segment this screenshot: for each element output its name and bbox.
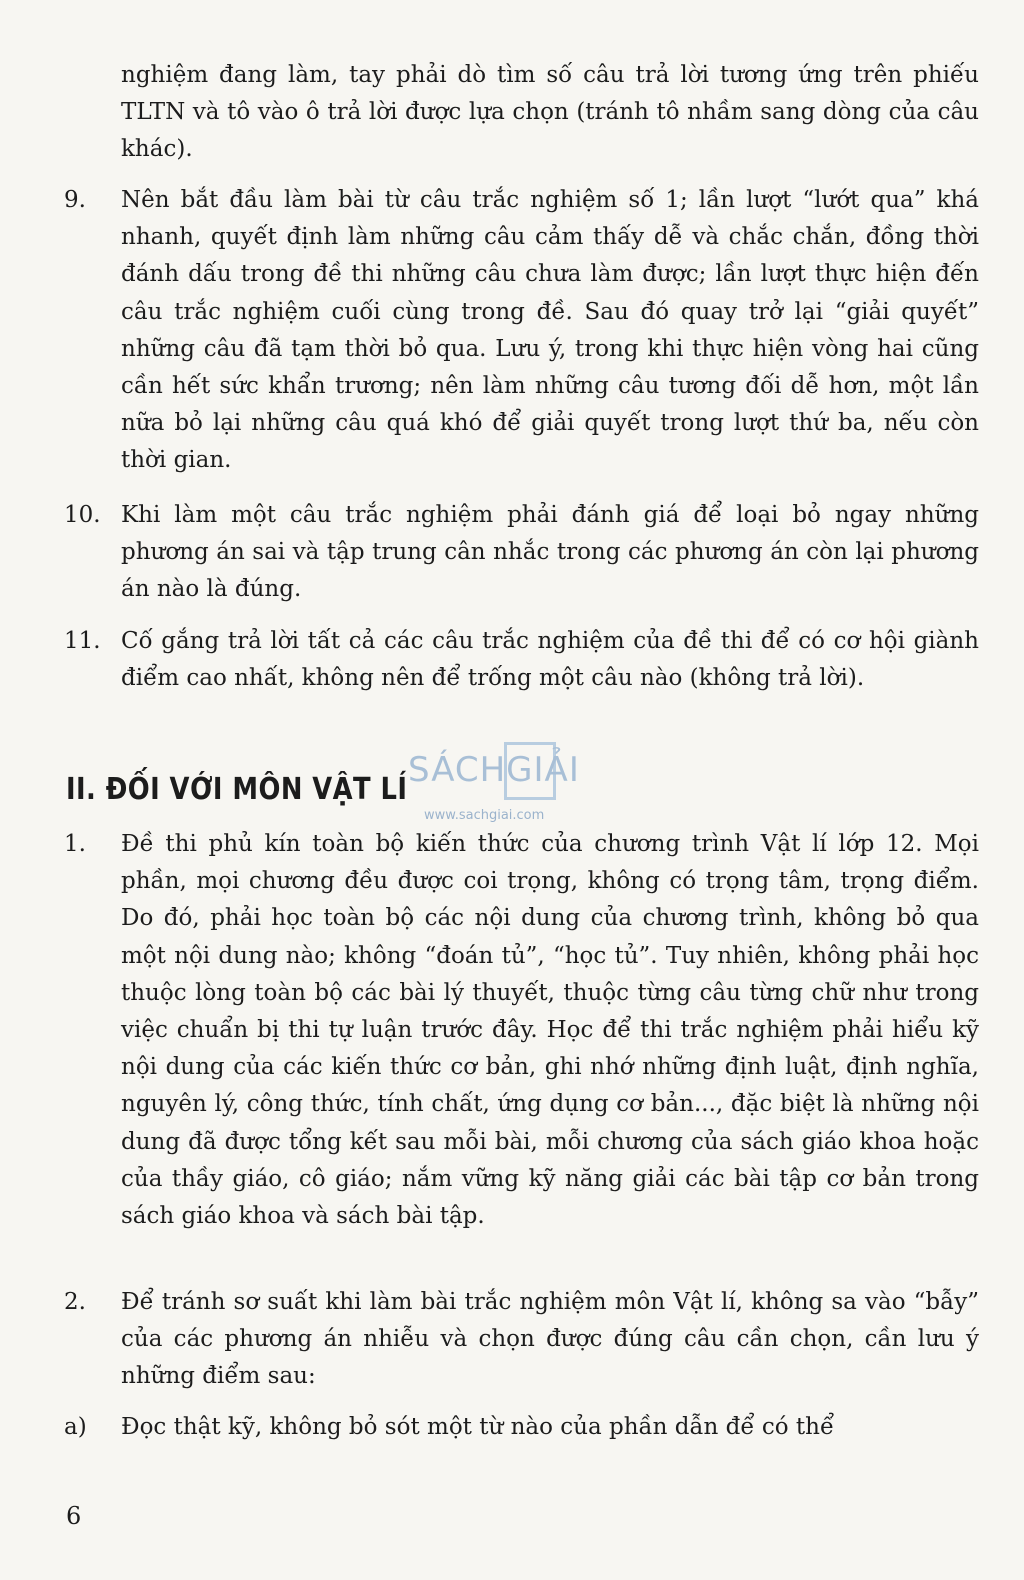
intro-paragraph: nghiệm đang làm, tay phải dò tìm số câu trả lời tương ứng trên phiếu TLTN và tô vào ô trả lời được lựa chọn (tránh tô nhầm sang dòng của câu khác). — [121, 62, 979, 163]
physics-item-1-paragraph: Đề thi phủ kín toàn bộ kiến thức của chương trình Vật lí lớp 12. Mọi phần, mọi chương đều được coi trọng, không có trọng tâm, trọng điểm. Do đó, phải học toàn bộ các nội dung của chương trình, không bỏ qua một nội dung nào; không “đoán tủ”, “học tủ”. Tuy nhiên, không phải học thuộc lòng toàn bộ các bài lý thuyết, thuộc từng câu từng chữ như trong việc chuẩn bị thi tự luận trước đây. Học để thi trắc nghiệm phải hiểu kỹ nội dung của các kiến thức cơ bản, ghi nhớ những định luật, định nghĩa, nguyên lý, công thức, tính chất, ứng dụng cơ bản..., đặc biệt là những nội dung đã được tổng kết sau mỗi bài, mỗi chương của sách giáo khoa hoặc của thầy giáo, cô giáo; nắm vững kỹ năng giải các bài tập cơ bản trong sách giáo khoa và sách bài tập. — [121, 831, 979, 1230]
watermark-url: www.sachgiai.com — [424, 808, 545, 823]
section-heading: II. ĐỐI VỚI MÔN VẬT LÍ — [66, 772, 408, 807]
physics-item-2-paragraph: Để tránh sơ suất khi làm bài trắc nghiệm môn Vật lí, không sa vào “bẫy” của các phương án nhiễu và chọn được đúng câu cần chọn, cần lưu ý những điểm sau: — [121, 1289, 979, 1390]
item-9-number: 9. — [64, 187, 86, 213]
physics-item-a-label: a) — [64, 1414, 87, 1440]
item-9-paragraph: Nên bắt đầu làm bài từ câu trắc nghiệm số 1; lần lượt “lướt qua” khá nhanh, quyết định làm những câu cảm thấy dễ và chắc chắn, đồng thời đánh dấu trong đề thi những câu chưa làm được; lần lượt thực hiện đến câu trắc nghiệm cuối cùng trong đề. Sau đó quay trở lại “giải quyết” những câu đã tạm thời bỏ qua. Lưu ý, trong khi thực hiện vòng hai cũng cần hết sức khẩn trương; nên làm những câu tương đối dễ hơn, một lần nữa bỏ lại những câu quá khó để giải quyết trong lượt thứ ba, nếu còn thời gian. — [121, 187, 979, 474]
watermark-name: SÁCHGIẢI — [408, 750, 580, 790]
item-11-number: 11. — [64, 628, 101, 654]
watermark-logo — [408, 742, 618, 834]
physics-item-1-number: 1. — [64, 831, 86, 857]
page-number: 6 — [66, 1502, 82, 1530]
item-10-number: 10. — [64, 502, 101, 528]
physics-item-2-number: 2. — [64, 1289, 86, 1315]
item-11-paragraph: Cố gắng trả lời tất cả các câu trắc nghiệm của đề thi để có cơ hội giành điểm cao nhất, không nên để trống một câu nào (không trả lời). — [121, 628, 979, 692]
item-10-paragraph: Khi làm một câu trắc nghiệm phải đánh giá để loại bỏ ngay những phương án sai và tập trung cân nhắc trong các phương án còn lại phương án nào là đúng. — [121, 502, 979, 603]
physics-item-a-paragraph: Đọc thật kỹ, không bỏ sót một từ nào của phần dẫn để có thể — [121, 1414, 835, 1440]
